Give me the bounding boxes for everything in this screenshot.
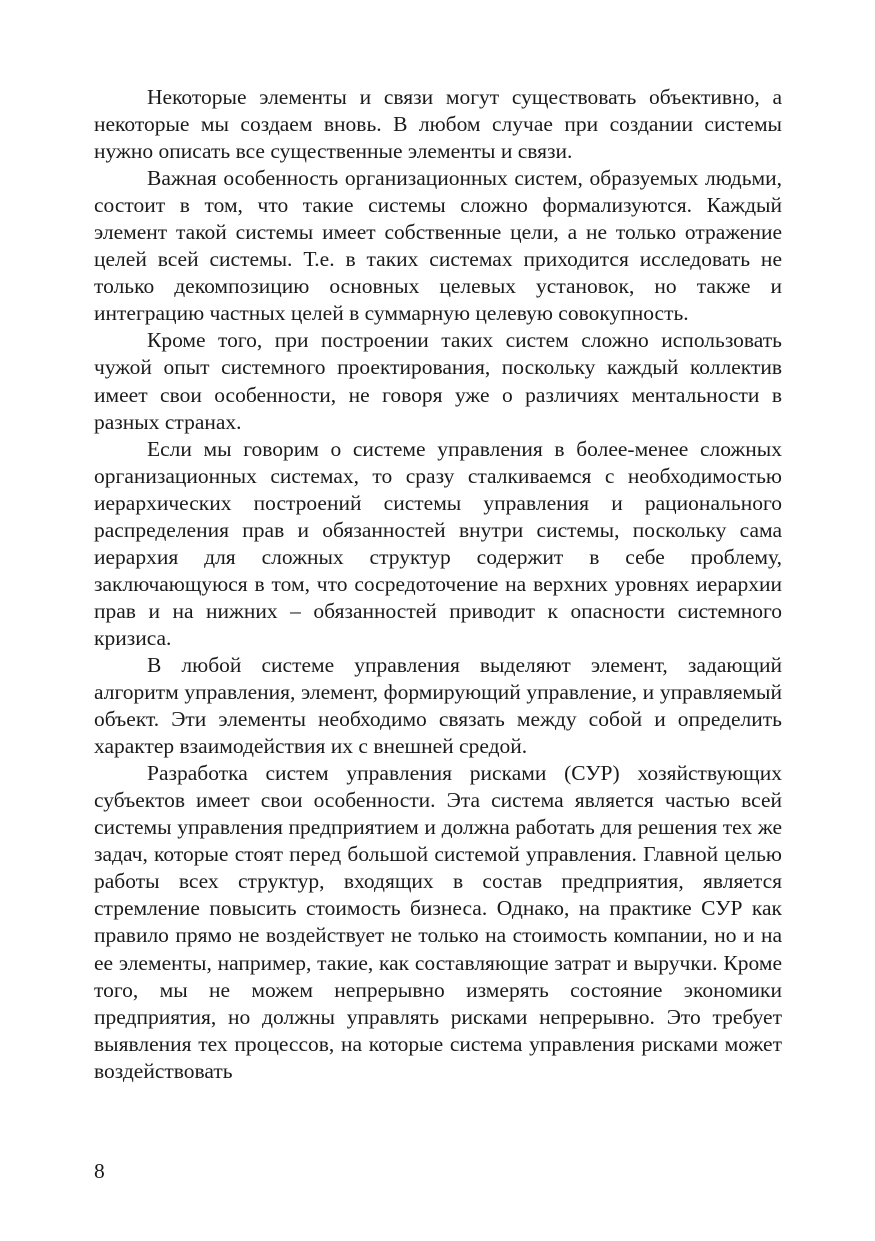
paragraph-control-elements: В любой системе управления выделяют элемент, задающий алгоритм управления, элемент, формирующий управление, и управляемый объект. Эти элементы необходимо связать между собой и определить характер взаимодействия их с внешней средой. bbox=[94, 652, 782, 759]
paragraph-risk-management: Разработка систем управления рисками (СУР) хозяйствующих субъектов имеет свои особенности. Эта система является частью всей системы управления предприятием и должна работать для решения тех же задач, которые стоят перед большой системой управления. Главной целью работы всех структур, входящих в состав предприятия, является стремление повысить стоимость бизнеса. Однако, на практике СУР как правило прямо не воздействует не только на стоимость компании, но и на ее элементы, например, такие, как составляющие затрат и выручки. Кроме того, мы не можем непрерывно измерять состояние экономики предприятия, но должны управлять рисками непрерывно. Это требует выявления тех процессов, на которые система управления рисками может воздействовать bbox=[94, 761, 782, 1083]
paragraph-organizational-systems: Важная особенность организационных систем, образуемых людьми, состоит в том, что такие системы сложно формализуются. Каждый элемент такой системы имеет собственные цели, а не только отражение целей всей системы. Т.е. в таких системах приходится исследовать не только декомпозицию основных целевых установок, но также и интеграцию частных целей в суммарную целевую совокупность. bbox=[94, 166, 782, 326]
page-number: 8 bbox=[94, 1159, 105, 1183]
paragraph-control-hierarchy: Если мы говорим о системе управления в более-менее сложных организационных системах, то сразу сталкиваемся с необходимостью иерархических построений системы управления и рационального распределения прав и обязанностей внутри системы, поскольку сама иерархия для сложных структур содержит в себе проблему, заключающуюся в том, что сосредоточение на верхних уровнях иерархии прав и на нижних – обязанностей приводит к опасности системного кризиса. bbox=[94, 436, 782, 650]
page-body bbox=[94, 84, 782, 1085]
paragraph-elements-and-links: Некоторые элементы и связи могут существовать объективно, а некоторые мы создаем вновь. В любом случае при создании системы нужно описать все существенные элементы и связи. bbox=[94, 85, 782, 164]
paragraph-design-experience: Кроме того, при построении таких систем сложно использовать чужой опыт системного проектирования, поскольку каждый коллектив имеет свои особенности, не говоря уже о различиях ментальности в разных странах. bbox=[94, 328, 782, 434]
